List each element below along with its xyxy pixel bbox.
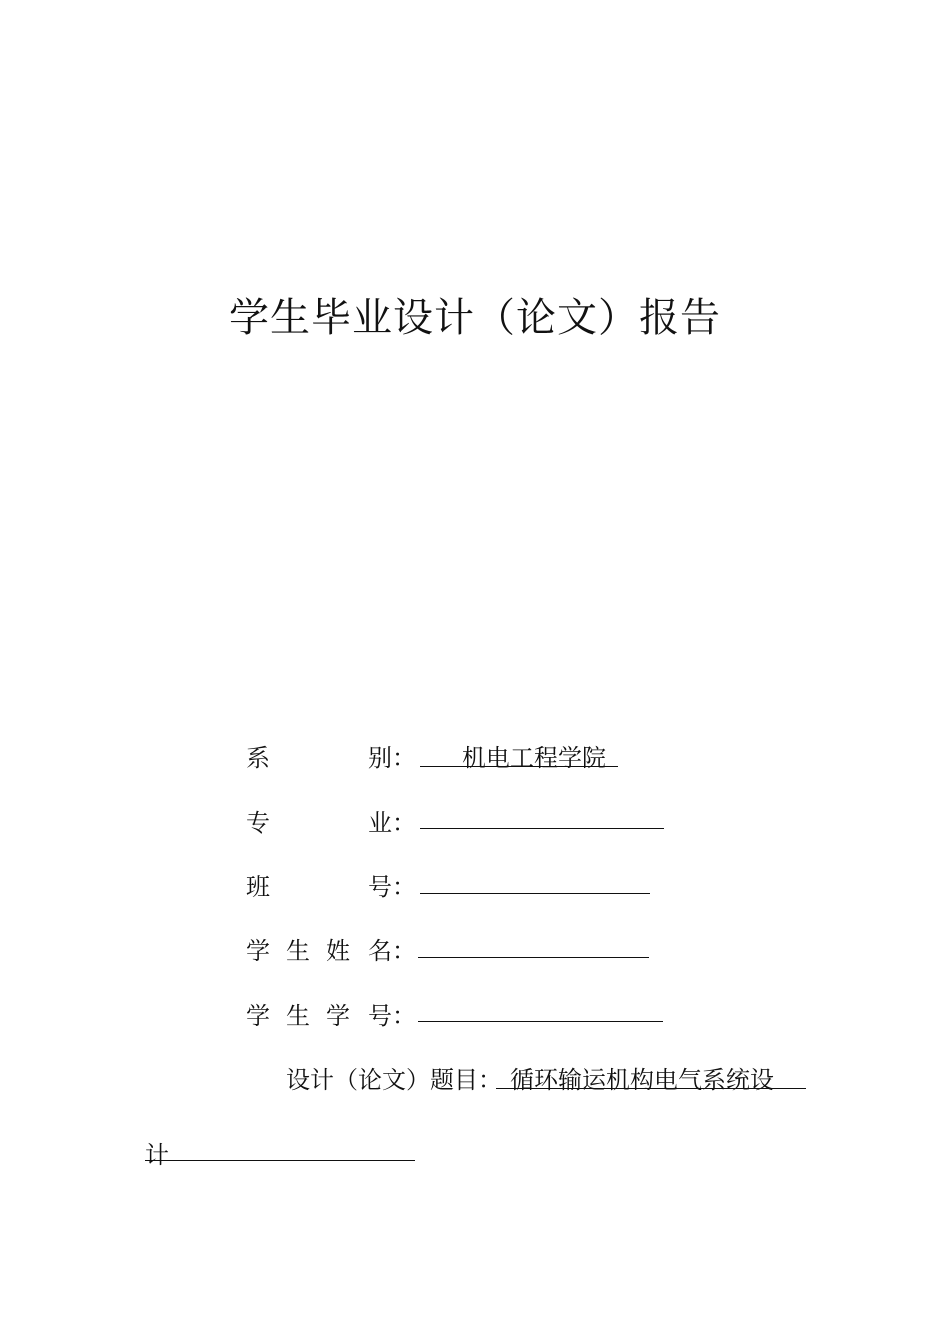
name-label-char2: 生: [286, 937, 310, 965]
class-label-char1: 班: [246, 873, 270, 901]
id-label-char3: 学: [326, 1002, 350, 1030]
id-label-char1: 学: [246, 1002, 270, 1030]
class-label-char2: 号：: [368, 873, 416, 901]
topic-value-line2: 计: [145, 1141, 169, 1169]
class-underline: [420, 893, 650, 894]
major-label-char2: 业：: [368, 809, 416, 837]
topic-underline-2: [145, 1160, 415, 1161]
id-label-char2: 生: [286, 1002, 310, 1030]
id-underline: [418, 1021, 663, 1022]
name-label-char3: 姓: [326, 937, 350, 965]
name-underline: [418, 957, 649, 958]
name-label-char1: 学: [246, 937, 270, 965]
id-label-char4: 号：: [368, 1002, 416, 1030]
report-title: 学生毕业设计（论文）报告: [229, 295, 721, 341]
topic-value-line1: 循环输运机构电气系统设: [510, 1066, 774, 1094]
major-underline: [420, 828, 664, 829]
department-value: 机电工程学院: [462, 744, 606, 772]
topic-label: 设计（论文）题目：: [286, 1066, 502, 1094]
department-label-char1: 系: [246, 744, 270, 772]
name-label-char4: 名：: [368, 937, 416, 965]
department-label-char2: 别：: [368, 744, 416, 772]
major-label-char1: 专: [246, 809, 270, 837]
